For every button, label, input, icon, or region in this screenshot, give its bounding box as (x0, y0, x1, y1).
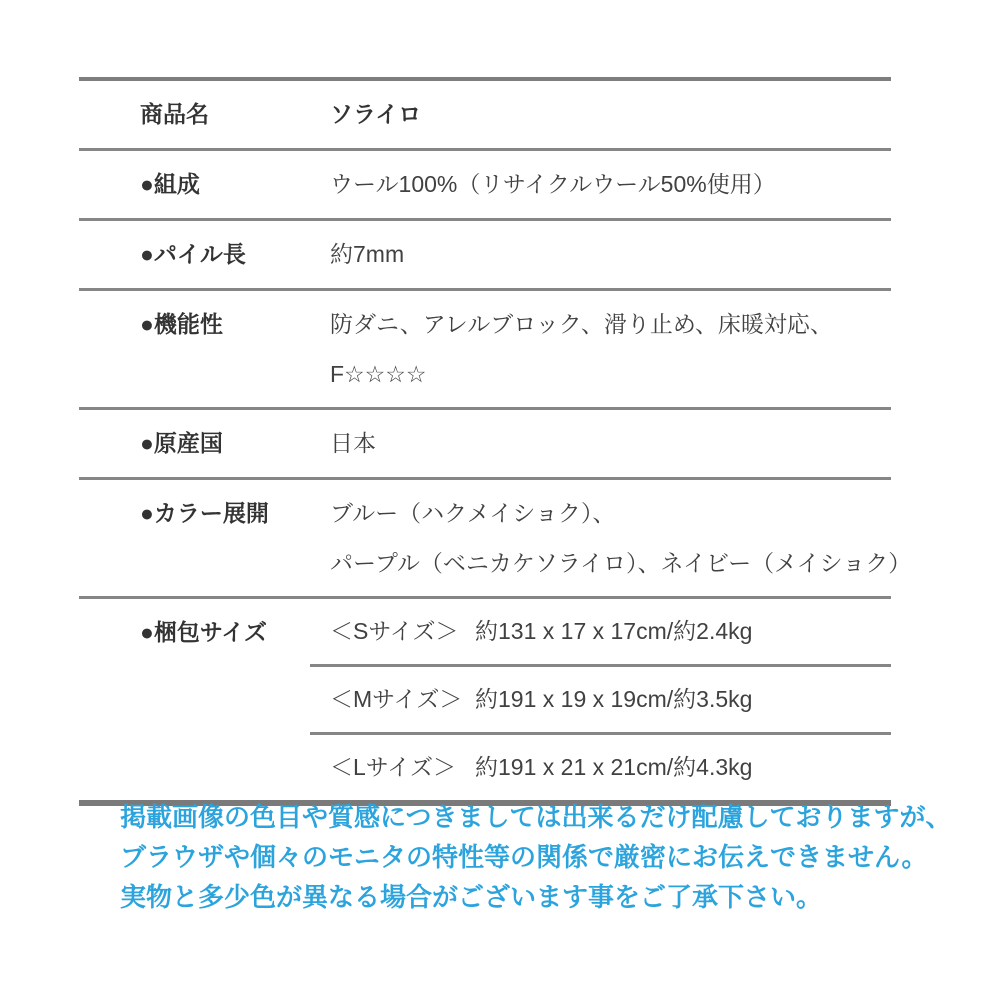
package-size-spec-s: 約131 x 17 x 17cm/約2.4kg (475, 618, 753, 644)
spec-value-color-lineup-line2: パープル（ベニカケソライロ）、ネイビー（メイショク） (330, 550, 912, 576)
spec-value-functionality-line2: F☆☆☆☆ (330, 361, 427, 387)
spec-value-product-name: ソライロ (330, 101, 422, 127)
package-size-name-m: ＜Mサイズ＞ (330, 686, 463, 712)
spec-value-origin-country: 日本 (330, 430, 376, 456)
spec-value-pile-length: 約7mm (330, 241, 405, 267)
spec-label-color-lineup: ●カラー展開 (140, 500, 269, 526)
spec-label-functionality: ●機能性 (140, 311, 223, 337)
spec-label-origin-country: ●原産国 (140, 430, 223, 456)
spec-row-functionality (79, 291, 891, 410)
spec-label-composition: ●組成 (140, 171, 200, 197)
spec-label-pile-length: ●パイル長 (140, 241, 246, 267)
product-spec-table (79, 77, 912, 806)
spec-row-package-size (79, 599, 891, 800)
spec-value-functionality (330, 299, 891, 399)
package-size-spec-m: 約191 x 19 x 19cm/約3.5kg (475, 686, 753, 712)
spec-row-color-lineup (79, 480, 912, 599)
package-size-spec-l: 約191 x 21 x 21cm/約4.3kg (475, 754, 753, 780)
package-size-row-l (310, 735, 891, 800)
spec-label-product-name: 商品名 (140, 101, 209, 127)
spec-row-pile-length (79, 221, 891, 291)
spec-value-color-lineup (330, 488, 911, 588)
color-disclaimer-note (120, 797, 951, 917)
package-size-name-l: ＜Lサイズ＞ (330, 754, 456, 780)
package-size-row-m (310, 667, 891, 735)
spec-value-functionality-line1: 防ダニ、アレルブロック、滑り止め、床暖対応、 (330, 311, 833, 337)
package-size-name-s: ＜Sサイズ＞ (330, 618, 459, 644)
spec-value-composition: ウール100%（リサイクルウール50%使用） (330, 171, 776, 197)
spec-row-product-name (79, 81, 891, 151)
color-disclaimer-line3: 実物と多少色が異なる場合がございます事をご了承下さい。 (120, 882, 823, 912)
spec-row-composition (79, 151, 891, 221)
color-disclaimer-line1: 掲載画像の色目や質感につきましては出来るだけ配慮しておりますが、 (120, 802, 952, 832)
package-size-row-s (310, 599, 891, 667)
spec-label-package-size: ●梱包サイズ (140, 619, 268, 645)
spec-value-color-lineup-line1: ブルー（ハクメイショク）、 (330, 500, 616, 526)
package-size-list (310, 599, 891, 800)
color-disclaimer-line2: ブラウザや個々のモニタの特性等の関係で厳密にお伝えできません。 (120, 842, 928, 872)
spec-row-origin-country (79, 410, 891, 480)
